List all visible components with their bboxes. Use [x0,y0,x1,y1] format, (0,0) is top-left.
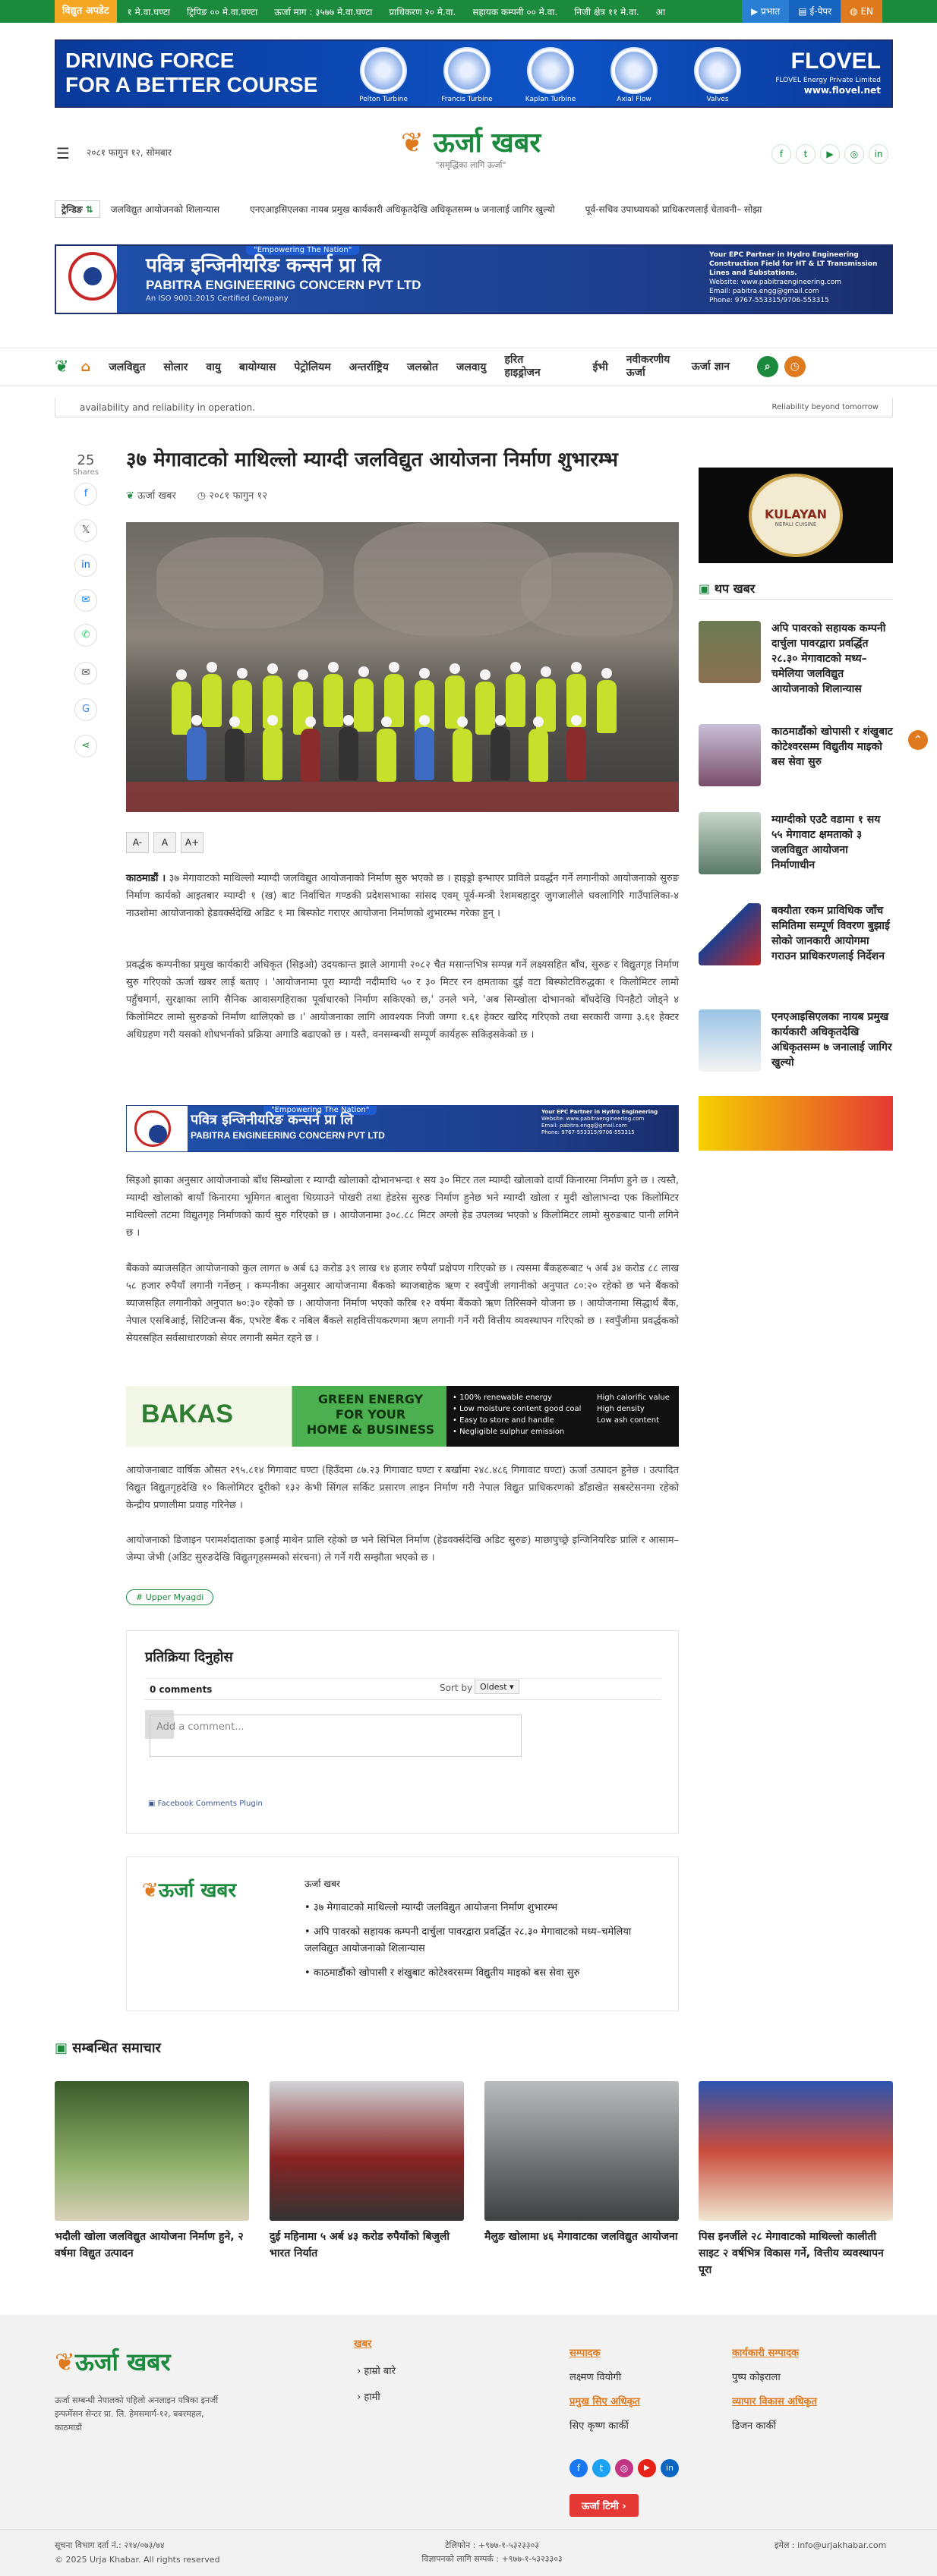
youtube-icon[interactable]: ▶ [820,144,840,164]
article-title: ३७ मेगावाटको माथिल्लो म्याग्दी जलविद्युत आयोजना निर्माण शुभारम्भ [126,449,618,471]
article-paragraph: सिइओ झाका अनुसार आयोजनाको बाँध सिम्खोला र म्याग्दी खोलाको दोभानभन्दा १ सय ३० मिटर तल म्याग्दी खोलाको दायाँ किनारमा निर्माण हुने छ । त्यस्तै, म्याग्दी खोलाको बायाँ किनारमा भूमिगत बालुवा थिग्र्याउने पोखरी तथा हेडरेस सुरुङ निर्माण हुनेछ भने म्याग्दी खोला र मुदी खोलाभन्दा एक किलोमिटर माथिल्लो तटमा विद्युतगृह निर्माणको कार्य सुरु गरिएको छ । आयोजनामा ३०८.८८ मिटर अग्लो हेड उपलब्ध भएको ४ किलोमिटर लामो सुरुङबाट पानी लगिने छ । [126,1175,679,1239]
author-avatar-icon: ❦ [126,490,134,502]
x-share-icon[interactable]: 𝕏 [74,519,97,542]
play-icon: ▶ [750,6,761,17]
pabitra-ad-banner[interactable] [55,244,893,314]
footer-social [569,2459,679,2477]
nav-logo-icon[interactable]: ❦ [55,357,69,376]
clock-icon: ◷ [197,490,207,502]
footer-team: कार्यकारी सम्पादक पुष्प कोइराला व्यापार विकास अधिकृत डिजन कार्की [732,2348,817,2432]
sidebar-news-item[interactable]: बक्यौता रकम प्राविधिक जाँच समितिमा सम्पूर्ण विवरण बुझाई सोको जानकारी आयोगमा गराउन प्राधिकरणलाई निर्देशन [699,903,893,988]
nav-item[interactable]: वायु [206,361,221,373]
nav-item[interactable]: नवीकरणीय ऊर्जा [626,354,670,379]
news-thumbnail [55,2081,249,2221]
font-decrease-button[interactable]: A- [126,832,149,853]
messenger-share-icon[interactable]: ✉ [74,589,97,612]
footer-section-heading: खबर [354,2338,372,2350]
footer-link[interactable]: › हाम्रो बारे [357,2366,396,2377]
related-news-card[interactable]: दुई महिनामा ५ अर्ब ४३ करोड रुपैयाँको बिजुली भारत निर्यात [270,2081,464,2262]
news-thumbnail [699,812,761,874]
related-news-card[interactable]: भदौली खोला जलविद्युत आयोजना निर्माण हुने, २ वर्षमा विद्युत उत्पादन [55,2081,249,2262]
top-ticker-bar [0,0,937,23]
linkedin-share-icon[interactable]: in [74,554,97,577]
main-nav [55,348,893,386]
article-author: ऊर्जा खबर [137,490,176,502]
list-item[interactable]: • ३७ मेगावाटको माथिल्लो म्याग्दी जलविद्युत आयोजना निर्माण शुभारम्भ [304,1902,558,1913]
news-thumbnail [699,1009,761,1072]
pabitra-tagline: "Empowering The Nation" [246,245,359,255]
facebook-icon[interactable]: f [771,144,791,164]
turbine-label: Kaplan Turbine [525,96,576,103]
team-button[interactable]: ऊर्जा टिमी › [569,2494,639,2517]
sidebar-news-item[interactable]: एनएआइसिएलका नायब प्रमुख कार्यकारी अधिकृतदेखि अधिकृतसम्म ७ जनालाई जागिर खुल्यो [699,1009,893,1094]
twitter-icon[interactable]: t [796,144,816,164]
news-thumbnail [270,2081,464,2221]
article-meta [126,488,267,502]
whatsapp-share-icon[interactable]: ✆ [74,624,97,647]
comment-input[interactable]: Add a comment... [150,1715,522,1757]
facebook-icon: ▣ [148,1800,156,1808]
newspaper-icon: ▤ [798,6,810,17]
site-tagline: "समृद्धिका लागि ऊर्जा" [435,160,506,170]
article-paragraph: बैंकको ब्याजसहित आयोजनाको कुल लागत ७ अर्ब ६३ करोड ३९ लाख १४ हजार रुपैयाँ प्रक्षेपण गरिएको छ । त्यसमा बैंकहरूबाट ५ अर्ब ३४ करोड ८८ लाख ५८ हजार रुपैयाँ लगानी गर्नेछन् । कम्पनीका अनुसार आयोजनामा बैंकको ब्याजबाहेक ऋण र स्वपुँजी लगानीको अनुपात ८०:२० रहेको छ भने बैंकको ब्याजसहित लगानीको अनुपात ७०:३० रहेको छ । आयोजना निर्माण भएको करिब १२ वर्षमा बैंकको ऋण तिरिसक्ने योजना छ । आयोजनामा सिद्धार्थ बैंक, नेपाल एसबिआई, सिटिजन्स बैंक, एभरेष्ट बैंक र नबिल बैंकले सहवित्तीयकरणमा ऋण लगानी गर्ने गरी वित्तीय व्यवस्थापन गरिएको छ । स्वपुँजीमा प्रवर्द्धकको सेयरसहित सर्वसाधारणको सेयर लगानी समेत रहने छ । [126,1263,679,1344]
pelton-turbine-image [360,47,407,94]
related-news-card[interactable]: मैलुङ खोलामा ४६ मेगावाटका जलविद्युत आयोजना [484,2081,679,2245]
trending-label: ट्रेन्डिङ ⇅ [55,200,100,218]
bakas-logo: BAKAS [141,1400,233,1428]
ticker-item: १ मे.वा.घण्टा [127,6,171,17]
twitter-icon[interactable]: t [592,2459,610,2477]
ticker-label: विद्युत अपडेट [55,0,117,23]
share-count: 25 Shares [72,452,99,477]
footer-team: सम्पादक लक्ष्मण वियोगी प्रमुख सिए अधिकृत सिए कृष्ण कार्की [569,2348,640,2432]
turbine-label: Axial Flow [617,96,651,103]
sidebar-news-item[interactable]: अपि पावरको सहायक कम्पनी दार्चुला पावरद्वारा प्रवर्द्धित २८.३० मेगावाटको मध्य–चमेलिया जलविद्युत आयोजनाको शिलान्यास [699,621,893,706]
news-icon: ▣ [55,2040,68,2056]
footer-ad-phone: विज्ञापनको लागि सम्पर्क : +९७७-१-५३२३३०३ [421,2554,563,2564]
nav-item[interactable]: पेट्रोलियम [294,361,331,373]
footer-copyright: © 2025 Urja Khabar. All rights reserved [55,2555,220,2565]
bakas-features: • 100% renewable energy • Low moisture content good coal • Easy to store and handle • Negligible sulphur emission [453,1393,582,1436]
search-icon[interactable]: ⌕ [757,356,778,377]
news-thumbnail [699,621,761,683]
header-date: २०८१ फागुन १२, सोमबार [87,147,172,158]
nav-item[interactable]: ऊर्जा ज्ञान [691,360,730,373]
comments-heading: प्रतिक्रिया दिनुहोस [145,1649,233,1665]
sort-select[interactable]: Oldest ▾ [475,1680,519,1694]
site-footer [0,2315,937,2576]
article-paragraph: काठमाडौं । ३७ मेगावाटको माथिल्लो म्याग्दी जलविद्युत आयोजनाको निर्माण सुरु भएको छ । हाइड्रो इन्भाएर प्राविले प्रवर्द्धन गर्ने लगानीको आयोजनाको सुरुङ निर्माण कार्यको आइतबार म्याग्दी १ (ख) बाट निर्वाचित गण्डकी प्रदेशसभाका सांसद एवम् पूर्व-मन्त्री रेशमबहादुर जुगजालीले धवलागिरि गाउँपालिका-४ नाउशोमा आयोजनाको हेडवर्क्सदेखि अडिट १ मा बिस्फोट गराएर आयोजना निर्माणको शुभारम्भ गरेका हुन् । [126,873,679,919]
language-toggle-button[interactable]: ◍ EN [841,0,882,23]
axial-flow-image [610,47,658,94]
ticker-item: प्राधिकरण २० मे.वा. [389,6,456,17]
article-photo [126,522,679,812]
related-news-heading: ▣ सम्बन्धित समाचार [55,2040,161,2056]
footer-email[interactable]: इमेल : info@urjakhabar.com [775,2540,887,2550]
ticker-item: आ [655,6,666,17]
flovel-company: FLOVEL Energy Private Limited www.flovel.net [775,77,881,96]
gmail-share-icon[interactable]: G [74,698,97,721]
pabitra-seal-logo [68,252,117,301]
clock-icon[interactable]: ◷ [784,356,806,377]
list-item[interactable]: • अपि पावरको सहायक कम्पनी दार्चुला पावरद्वारा प्रवर्द्धित २८.३० मेगावाटको मध्य–चमेलिया जलविद्युत आयोजनाको शिलान्यास [304,1926,632,1954]
turbine-label: Pelton Turbine [359,96,408,103]
bakas-ad-banner[interactable]: BAKAS GREEN ENERGY FOR YOUR HOME & BUSINESS • 100% renewable energy • Low moisture content good coal • Easy to store and handle • Negligible sulphur emission High calorific value High density Low ash content [126,1386,679,1447]
font-reset-button[interactable]: A [153,832,176,853]
pabitra-inline-ad[interactable]: "Empowering The Nation" पवित्र इन्जिनीयरिङ कन्सर्न प्रा लि PABITRA ENGINEERING CONCERN PVT LTD Your EPC Partner in Hydro Engineering Website: www.pabitraengineering.com Email: pabitra.engg@gmail.com Phone: 9767-553315/9706-553315 [126,1105,679,1152]
site-logo[interactable]: ❦ ऊर्जा खबर "समृद्धिका लागि ऊर्जा" [380,128,562,171]
kaplan-turbine-image [527,47,574,94]
ticker-items [128,5,674,18]
pabitra-name-en: PABITRA ENGINEERING CONCERN PVT LTD [146,278,421,292]
news-thumbnail [484,2081,679,2221]
trending-icon: ⇅ [85,203,93,215]
pabitra-contact: Your EPC Partner in Hydro Engineering Construction Field for HT & LT Transmission Lines and Substations. Website: www.pabitraengineering.com Email: pabitra.engg@gmail.com Phone: 9767-553315/9706-553315 [709,251,878,304]
article-paragraph: प्रवर्द्धक कम्पनीका प्रमुख कार्यकारी अधिकृत (सिइओ) उदयकान्त झाले आगामी २०८२ चैत मसान्तभित्र सम्पन्न गर्ने लक्ष्यसहित बाँध, सुरुङ र विद्युतगृह निर्माण सुरु गरिएको ऊर्जा खबर लाई बताए । 'आयोजनामा पूरा म्याग्दी नदीमाथि ५० र ३० मिटर रन क्षमताका दुई वटा बिस्फोटविरुद्धका १ किलोमिटर लामो पहुँचमार्ग, सुरक्षाका लागि सैनिक आवासगहिराका पूर्वाधारको निर्माण सकिएको छ,' उनले भने, 'अब सिम्खोला दोभानको बाँधदेखि पिनहैटो जोड्ने ४ किलोमिटर लामो सुरुङको निर्माण थालिएको छ ।' आयोजनाका लागि आवश्यक निजी जग्गा १.६१ हेक्टर खरिद गरिएको तथा सरकारी जग्गा ३.६१ हेक्टर अधिग्रहण गरी यसको शोधभर्नाको प्रक्रिया अगाडि बढाएको छ । यस्तै, वनसम्बन्धी सम्पूर्ण कार्यहरू सकिइसकेको छ । [126,959,679,1041]
related-news-card[interactable]: पिस इनर्जीले २८ मेगावाटको माथिल्लो कालीती साइट २ वर्षभित्र विकास गर्ने, वित्तीय व्यवस्थापन पूरा [699,2081,893,2278]
news-thumbnail [699,2081,893,2221]
nav-item[interactable]: जलवायु [456,361,487,373]
article-tag[interactable]: # Upper Myagdi [126,1589,213,1605]
sidebar-news-item[interactable]: काठमाडौंको खोपासी र शंखुबाट कोटेश्वरसम्म विद्युतीय माइको बस सेवा सुरु [699,724,893,809]
summary-list [304,1900,661,1982]
news-icon: ▣ [699,581,711,596]
font-increase-button[interactable]: A+ [181,832,203,853]
article-paragraph: आयोजनाको डिजाइन परामर्शदाताका इआई माथेन प्रालि रहेको छ भने सिभिल निर्माण (हेडवर्क्सदेखि अडिट सुरुङ) माछापुच्छ्रे इन्जिनियरिङ प्रालि र आसाम–जेम्पा जेभी (अडिट सुरुङदेखि विद्युतगृहसम्मको संरचना) ले गर्ने गरी सम्झौता भएको छ । [126,1535,679,1564]
flovel-ad-banner[interactable] [55,39,893,108]
valves-image [694,47,741,94]
nav-item[interactable]: सोलार [163,361,188,373]
bakas-headline: GREEN ENERGY FOR YOUR HOME & BUSINESS [306,1392,435,1437]
trending-item[interactable]: जलविद्युत आयोजनको शिलान्यास [110,203,220,215]
kulayan-ad[interactable] [699,468,893,563]
ticker-item: निजी क्षेत्र ११ मे.वा. [574,6,639,17]
ticker-item: ट्रिपिङ ०० मे.वा.घण्टा [187,6,258,17]
facebook-share-icon[interactable]: f [74,483,97,505]
turbine-label: Francis Turbine [441,96,493,103]
news-thumbnail [699,724,761,786]
instagram-icon[interactable]: ◎ [844,144,864,164]
article-paragraph: आयोजनाबाट वार्षिक औसत २९५.८१४ गिगावाट घण्टा (हिउँदमा ८७.२३ गिगावाट घण्टा र बर्खामा २४८.४८६ गिगावाट घण्टा) ऊर्जा उत्पादन हुनेछ । उत्पादित विद्युत विद्युतगृहदेखि १० किलोमिटर दूरीको १३२ केभी सिंगल सर्किट प्रसारण लाइन निर्माण गरी नेपाल विद्युत प्राधिकरणको डाँडाखेत सबस्टेसनमा रहेको केन्द्रीय प्रणालीमा प्रवाह गरिनेछ । [126,1465,679,1511]
email-share-icon[interactable]: ✉ [74,662,97,685]
footer-logo[interactable]: ❦ऊर्जा खबर [55,2348,171,2376]
sidebar-ad-banner[interactable] [699,1096,893,1151]
ticker-item: सहायक कम्पनी ०० मे.वा. [472,6,558,17]
nav-item[interactable]: ईभी [592,361,608,373]
globe-icon: ◍ [850,6,861,17]
sort-label: Sort by [440,1683,473,1693]
latest-summary-box [126,1856,679,2011]
linkedin-icon[interactable]: in [869,144,888,164]
flovel-headline: DRIVING FORCE FOR A BETTER COURSE [65,49,318,96]
video-button[interactable]: ▶ प्रभात [742,0,789,23]
font-size-controls [126,832,203,853]
footer-links [357,2363,396,2403]
epaper-button[interactable]: ▤ ई-पेपर [789,0,841,23]
summary-heading: ऊर्जा खबर [304,1878,340,1889]
francis-turbine-image [443,47,491,94]
fb-plugin-link[interactable]: ▣ Facebook Comments Plugin [148,1800,263,1808]
home-icon[interactable]: ⌂ [80,358,91,375]
footer-about: ऊर्जा सम्बन्धी नेपालको पहिलो अनलाइन पत्रिका इनर्जी इन्फर्मेसन सेन्टर प्रा. लि. हेमसमार्ग-१२, बबरमहल, काठमाडौं [55,2395,219,2433]
group-of-people [172,674,627,788]
nav-item[interactable]: हरित हाइड्रोजन [504,354,541,379]
sidebar-news-item[interactable]: म्याग्दीको एउटै वडामा १ सय ५५ मेगावाट क्षमताको ३ जलविद्युत आयोजना निर्माणाधीन [699,812,893,897]
facebook-icon[interactable]: f [569,2459,588,2477]
article-date: २०८१ फागुन १२ [209,490,268,502]
list-item[interactable]: • काठमाडौंको खोपासी र शंखुबाट कोटेश्वरसम्म विद्युतीय माइको बस सेवा सुरु [304,1967,580,1979]
logo-leaf-icon: ❦ [400,128,424,159]
more-news-heading: ▣ थप खबर [699,580,893,600]
footer-registration: सूचना विभाग दर्ता नं.: २१४/०७३/७४ [55,2540,165,2550]
flovel-logo: FLOVEL [790,49,881,74]
summary-logo: ❦ऊर्जा खबर [142,1879,237,1902]
social-links [767,144,888,164]
nav-item[interactable]: जलस्रोत [406,361,439,373]
turbine-label: Valves [706,96,729,103]
nav-item[interactable]: जलविद्युत [109,361,146,373]
share-icon[interactable]: ⋖ [74,735,97,757]
comments-section [126,1630,679,1834]
scroll-top-button[interactable]: ⌃ [908,730,928,750]
linkedin-icon[interactable]: in [661,2459,679,2477]
trending-item[interactable]: पूर्व-सचिव उपाध्यायको प्राधिकरणलाई चेतावनी– सोझा [585,203,762,215]
hamburger-menu-icon[interactable]: ☰ [56,144,70,162]
trending-item[interactable]: एनएआइसिएलका नायब प्रमुख कार्यकारी अधिकृतदेखि अधिकृतसम्म ७ जनालाई जागिर खुल्यो [250,203,555,215]
footer-phone: टेलिफोन : +९७७-१-५३२३३०३ [444,2540,540,2550]
nav-item[interactable]: अन्तर्राष्ट्रिय [349,361,389,373]
youtube-icon[interactable]: ▶ [638,2459,656,2477]
instagram-icon[interactable]: ◎ [615,2459,633,2477]
pabitra-iso: An ISO 9001:2015 Certified Company [146,294,289,303]
kulayan-logo: KULAYAN NEPALI CUISINE [749,474,843,557]
footer-link[interactable]: › हामी [357,2392,380,2403]
ticker-item: ऊर्जा माग : ३५७७ मे.वा.घण्टा [274,6,373,17]
strip-ad[interactable]: availability and reliability in operation. Reliability beyond tomorrow [55,398,893,417]
trending-bar [55,199,893,219]
news-thumbnail [699,903,761,965]
comments-count: 0 comments [150,1684,213,1695]
nav-item[interactable]: बायोग्यास [238,361,276,373]
pabitra-name-np: पवित्र इन्जिनीयरिङ कन्सर्न प्रा लि [146,254,381,277]
